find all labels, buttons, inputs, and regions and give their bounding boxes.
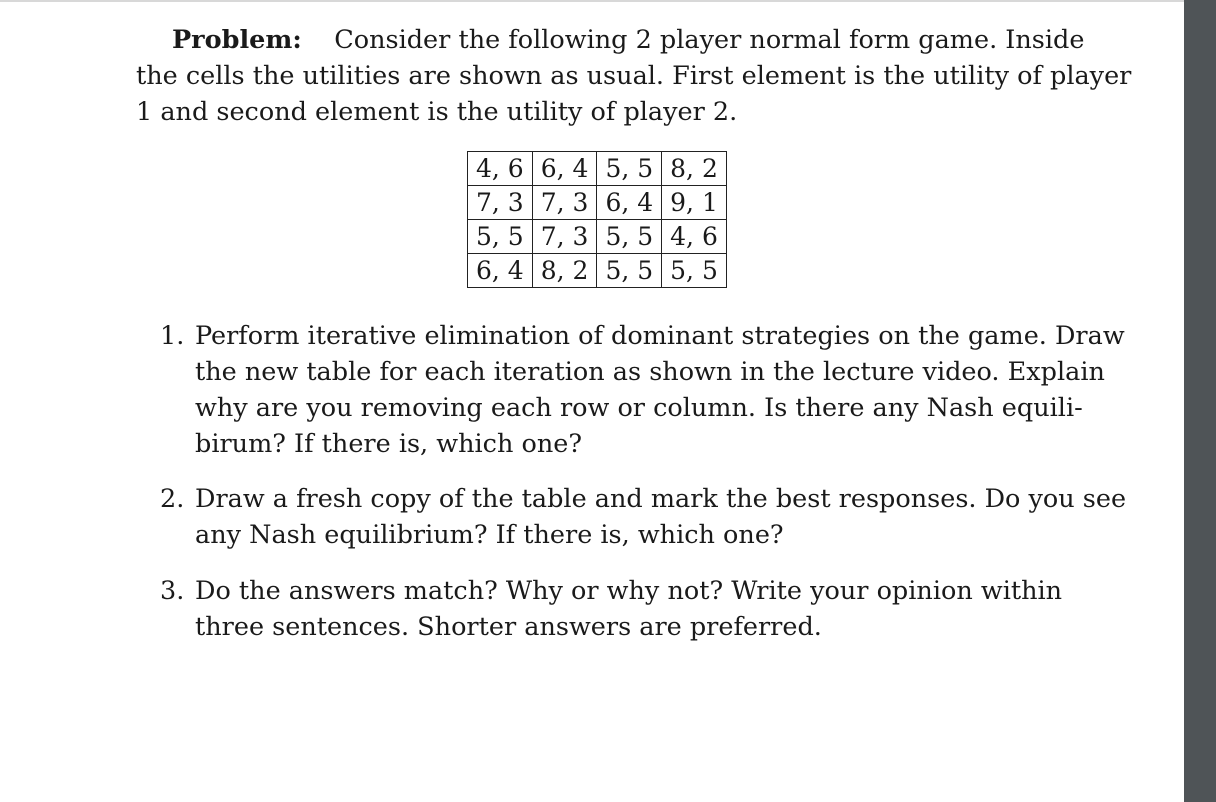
- question-number: 3.: [160, 576, 185, 606]
- problem-intro-text-2: the cells the utilities are shown as usual. First element is the utility of player: [136, 61, 1132, 91]
- payoff-row: [468, 220, 727, 254]
- scrollbar[interactable]: [1184, 0, 1216, 802]
- payoff-row: [468, 254, 727, 288]
- problem-intro-text-1: Consider the following 2 player normal form game. Inside: [334, 25, 1085, 55]
- problem-line-1: [136, 22, 1085, 58]
- question-line: Do the answers match? Why or why not? Write your opinion within: [195, 576, 1063, 606]
- question-number: 1.: [160, 321, 185, 351]
- question-line: any Nash equilibrium? If there is, which one?: [195, 520, 784, 550]
- question-text: [195, 573, 1063, 645]
- question-number: 2.: [160, 484, 185, 514]
- payoff-cell: 9, 1: [662, 186, 727, 220]
- payoff-cell: 7, 3: [532, 186, 597, 220]
- payoff-cell: 4, 6: [468, 152, 533, 186]
- question-text: [195, 318, 1125, 462]
- payoff-cell: 5, 5: [597, 152, 662, 186]
- question-line: Perform iterative elimination of dominant strategies on the game. Draw: [195, 321, 1125, 351]
- question-line: Draw a fresh copy of the table and mark the best responses. Do you see: [195, 484, 1127, 514]
- question-text: [195, 481, 1127, 553]
- question-1: [160, 318, 1125, 462]
- payoff-cell: 4, 6: [662, 220, 727, 254]
- payoff-cell: 7, 3: [468, 186, 533, 220]
- payoff-row: [468, 152, 727, 186]
- problem-statement: [136, 22, 1132, 130]
- payoff-cell: 7, 3: [532, 220, 597, 254]
- payoff-cell: 5, 5: [597, 220, 662, 254]
- payoff-cell: 6, 4: [468, 254, 533, 288]
- problem-intro-text-3: 1 and second element is the utility of player 2.: [136, 97, 738, 127]
- payoff-cell: 8, 2: [662, 152, 727, 186]
- question-2: [160, 481, 1127, 553]
- problem-heading: Problem:: [172, 25, 302, 55]
- payoff-cell: 5, 5: [468, 220, 533, 254]
- payoff-cell: 8, 2: [532, 254, 597, 288]
- payoff-row: [468, 186, 727, 220]
- payoff-cell: 6, 4: [532, 152, 597, 186]
- question-3: [160, 573, 1063, 645]
- question-line: birum? If there is, which one?: [195, 429, 583, 459]
- payoff-cell: 5, 5: [597, 254, 662, 288]
- payoff-cell: 5, 5: [662, 254, 727, 288]
- payoff-cell: 6, 4: [597, 186, 662, 220]
- payoff-matrix: [467, 151, 727, 288]
- question-line: why are you removing each row or column. Is there any Nash equili-: [195, 393, 1083, 423]
- question-line: the new table for each iteration as shown in the lecture video. Explain: [195, 357, 1105, 387]
- question-line: three sentences. Shorter answers are preferred.: [195, 612, 822, 642]
- page-top-border: [0, 0, 1184, 2]
